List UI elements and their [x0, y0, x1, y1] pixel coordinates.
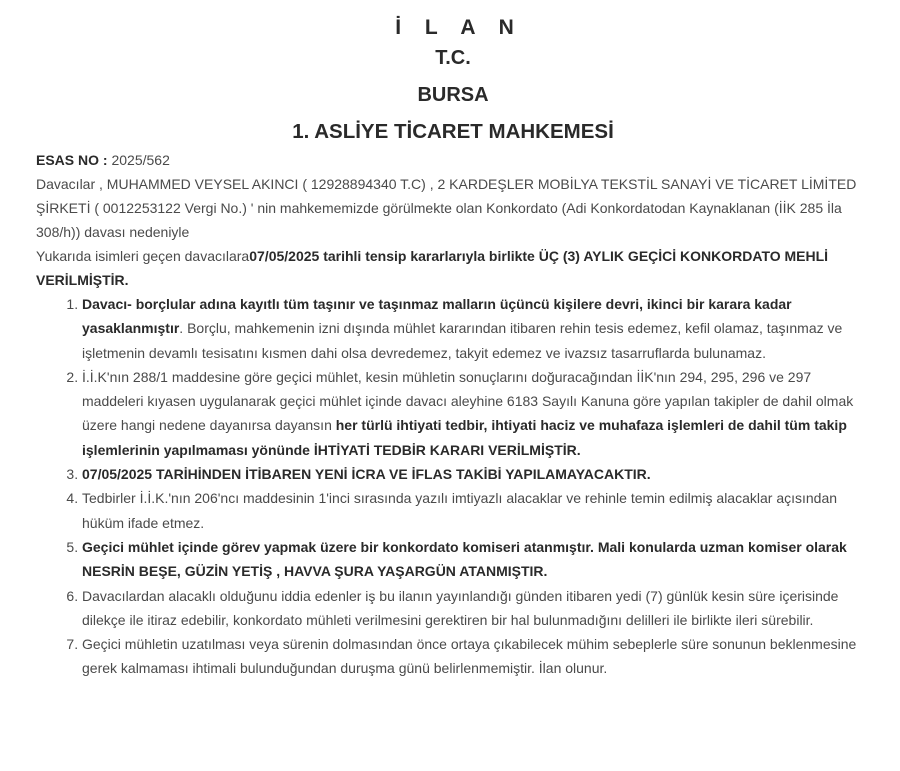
- item-2-bold: her türlü ihtiyati tedbir, ihtiyati haciz ve muhafaza işlemleri de dahil tüm takip işlemlerinin yapılmaması yönünde İHTİYATİ TEDBİR KARARI VERİLMİŞTİR.: [82, 417, 847, 458]
- item-6-text: Davacılardan alacaklı olduğunu iddia edenler iş bu ilanın yayınlandığı günden itibaren yedi (7) günlük kesin süre içerisinde dilekçe ile itiraz edebilir, konkordato mühleti verilmesini gerektiren bir hal bulunmadığını delilleri ile birlikte ileri sürebilir.: [82, 587, 839, 628]
- item-3-bold: 07/05/2025 TARİHİNDEN İTİBAREN YENİ İCRA VE İFLAS TAKİBİ YAPILAMAYACAKTIR.: [82, 466, 651, 483]
- decision-bold: 07/05/2025 tarihli tensip kararlarıyla birlikte ÜÇ (3) AYLIK GEÇİCİ KONKORDATO MEHLİ VERİLMİŞTİR.: [36, 248, 829, 288]
- item-2-text: İ.İ.K'nın 288/1 maddesine göre geçici mühlet, kesin mühletin sonuçlarını doğuracağından İİK'nın 294, 295, 296 ve 297 maddeleri kıyasen uygulanarak geçici mühlet içinde davacı aleyhine 6183 Sayılı Kanuna göre yapılan takipler de dahil olmak üzere hangi nedene dayanırsa dayansın: [82, 368, 854, 434]
- decision-list: [36, 292, 870, 681]
- item-1-bold: Davacı- borçlular adına kayıtlı tüm taşınır ve taşınmaz malların üçüncü kişilere devri, ikinci bir karara kadar yasaklanmıştır: [82, 296, 792, 337]
- list-item: [82, 584, 870, 633]
- notice-body: [36, 148, 870, 292]
- decision-summary: [36, 244, 870, 292]
- item-4-text: Tedbirler İ.İ.K.'nın 206'ncı maddesinin 1'inci sırasında yazılı imtiyazlı alacaklar ve rehinle temin edilmiş alacaklar açısından hüküm ifade etmez.: [82, 490, 838, 531]
- list-item: [82, 292, 870, 365]
- list-item: [82, 632, 870, 681]
- case-number-value: 2025/562: [107, 152, 170, 168]
- notice-header: [36, 14, 870, 148]
- item-1-text: . Borçlu, mahkemenin izni dışında mühlet kararından itibaren rehin tesis edemez, kefil olamaz, taşınmaz ve işletmenin devamlı tesisatını kısmen dahi olsa devredemez, takyit edemez ve ivazsız tasarruflarda bulunamaz.: [82, 320, 843, 361]
- item-5-bold: Geçici mühlet içinde görev yapmak üzere bir konkordato komiseri atanmıştır. Mali konularda uzman komiser olarak NESRİN BEŞE, GÜZİN YETİŞ , HAVVA ŞURA YAŞARGÜN ATANMIŞTIR.: [82, 538, 847, 580]
- decision-prefix: Yukarıda isimleri geçen davacılara: [36, 248, 250, 264]
- country-heading: T.C.: [435, 47, 471, 69]
- list-item: [82, 462, 870, 486]
- item-7-text: Geçici mühletin uzatılması veya sürenin dolmasından önce ortaya çıkabilecek mühim sebeplerle süre sonunun beklenmesine gerek kalmaması ihtimali bulunduğundan duruşma günü belirlenmemiştir. İlan olunur.: [82, 636, 857, 677]
- city-heading: BURSA: [417, 84, 489, 106]
- list-item: [82, 535, 870, 584]
- notice-title: İ L A N: [395, 16, 523, 39]
- list-item: [82, 486, 870, 535]
- case-number: [36, 148, 870, 172]
- case-number-label: ESAS NO :: [36, 152, 108, 168]
- intro-paragraph: Davacılar , MUHAMMED VEYSEL AKINCI ( 12928894340 T.C) , 2 KARDEŞLER MOBİLYA TEKSTİL SANAYİ VE TİCARET LİMİTED ŞİRKETİ ( 0012253122 Vergi No.) ' nin mahkememizde görülmekte olan Konkordato (Adi Konkordatodan Kaynaklanan (İİK 285 İla 308/h)) davası nedeniyle: [36, 176, 857, 240]
- list-item: [82, 365, 870, 462]
- court-heading: 1. ASLİYE TİCARET MAHKEMESİ: [292, 120, 614, 143]
